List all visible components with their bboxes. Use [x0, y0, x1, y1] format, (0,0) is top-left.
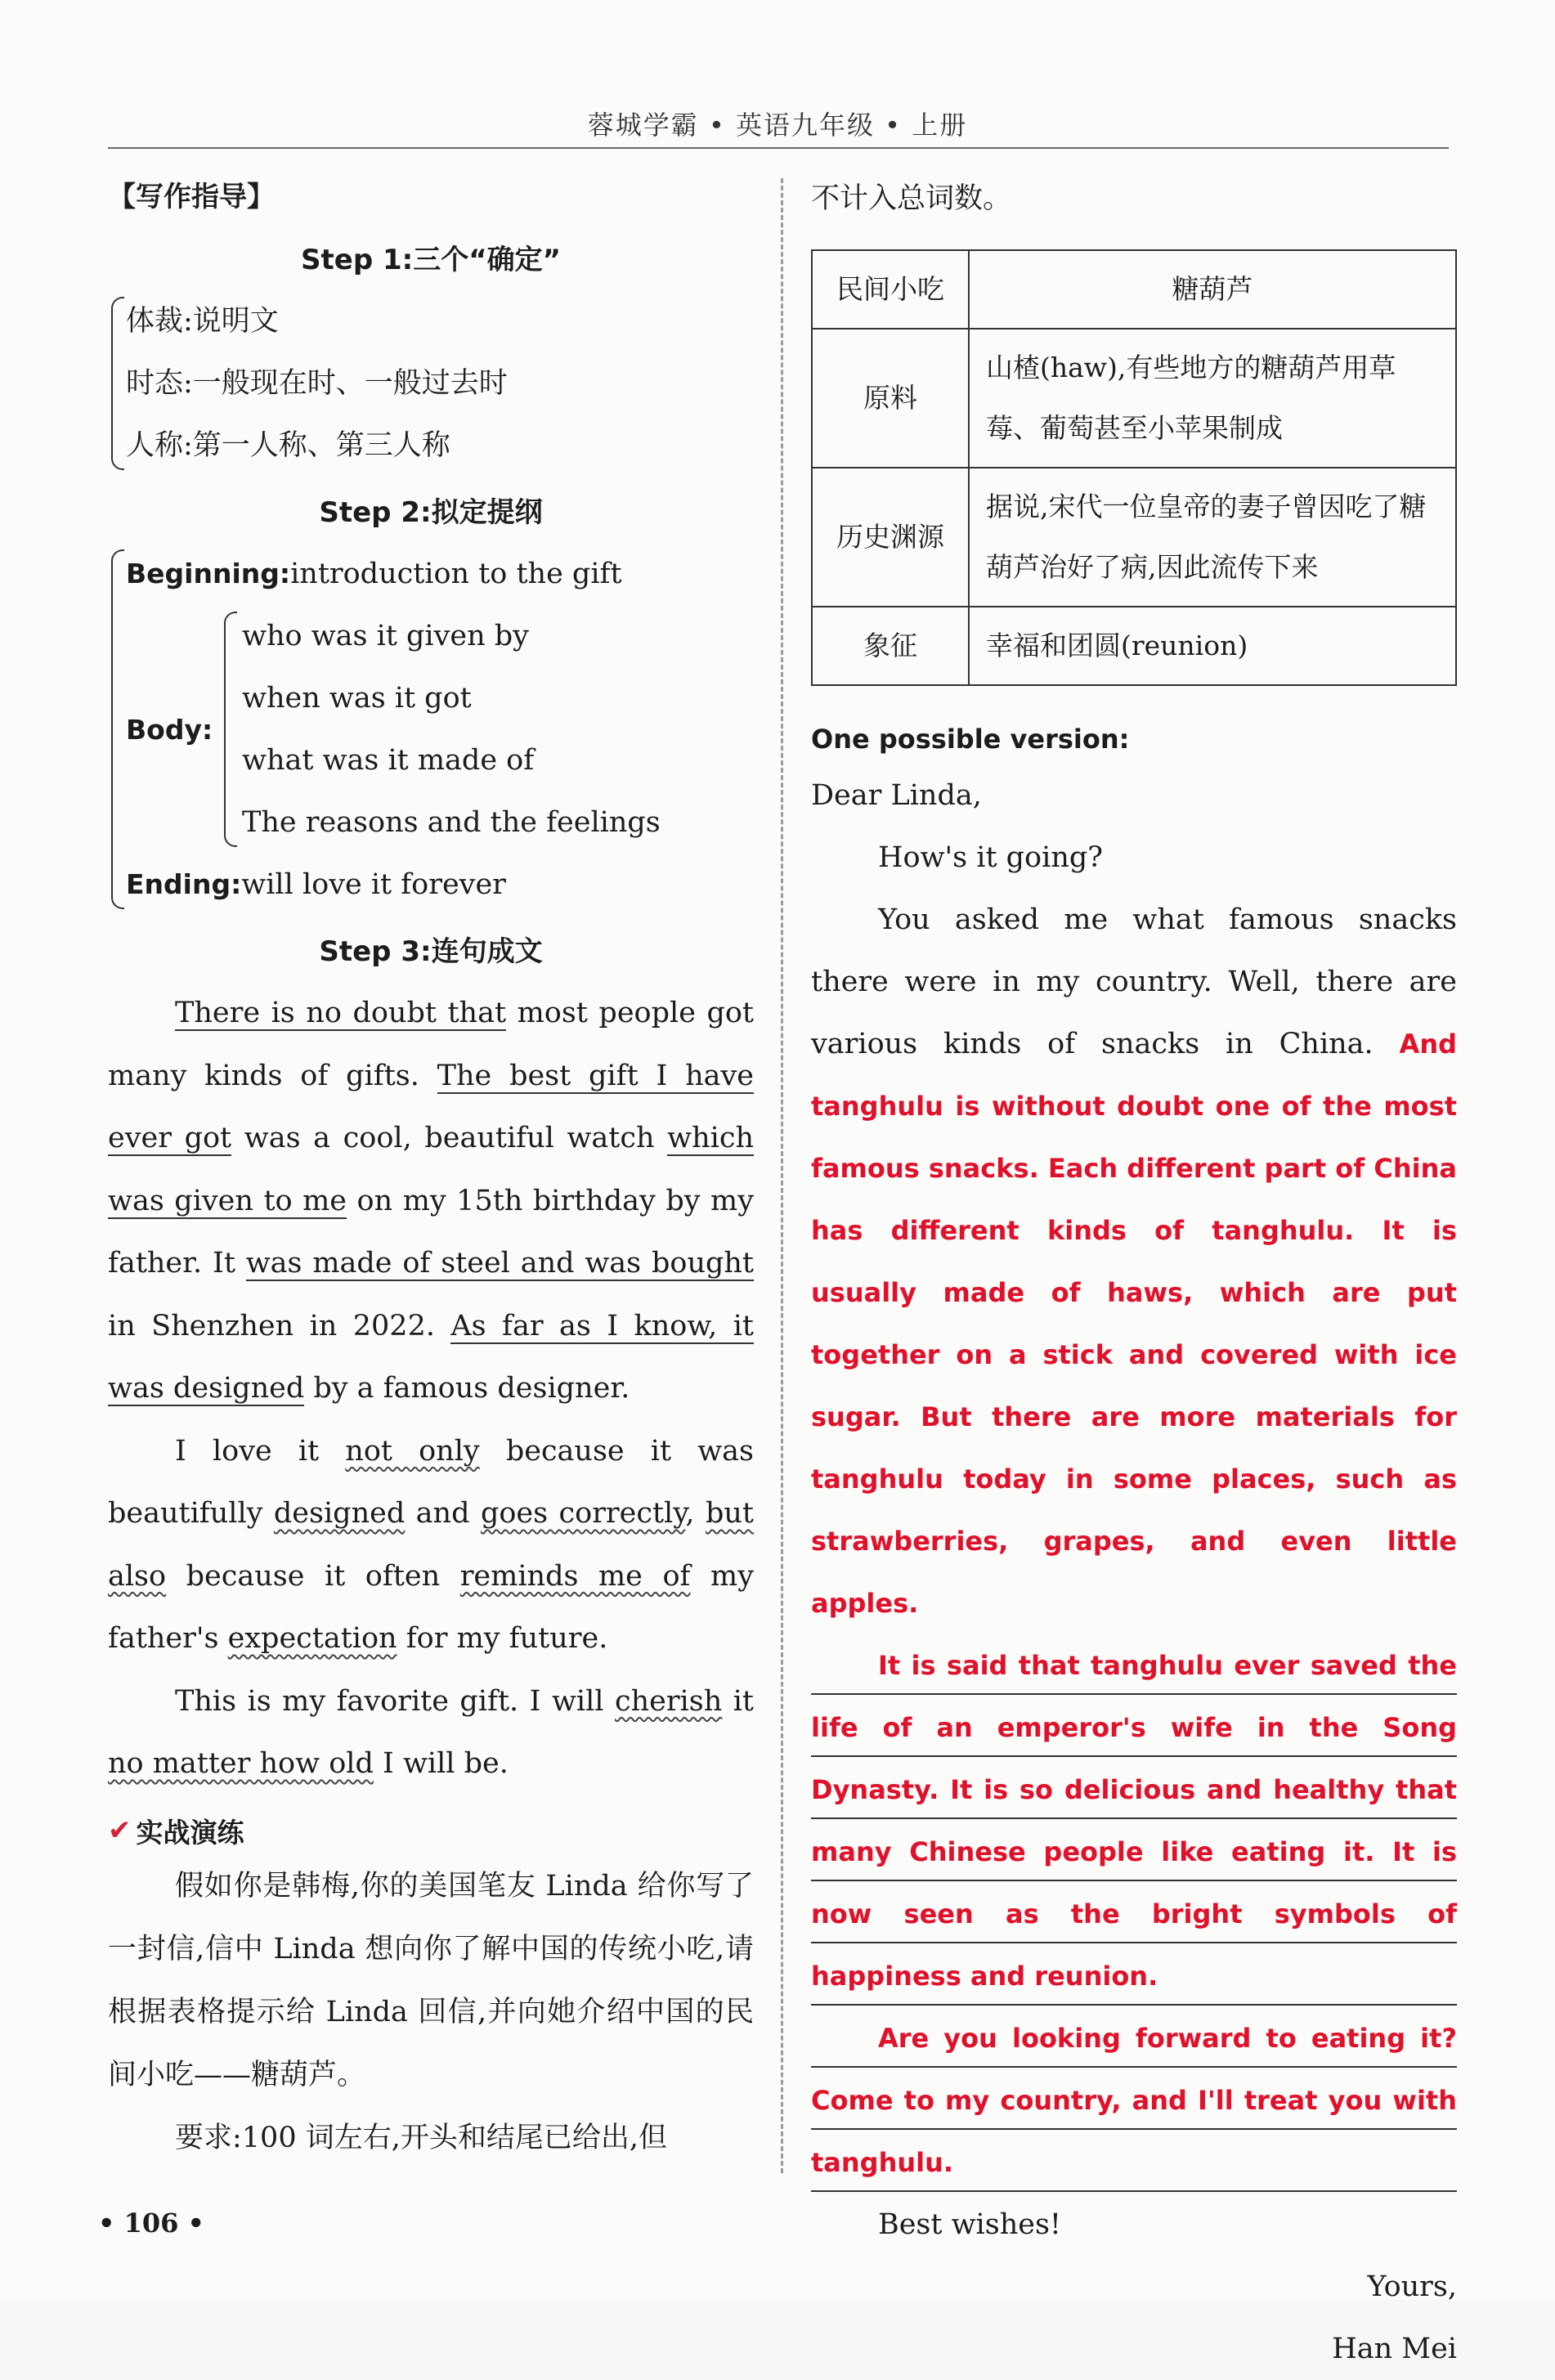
letter-closing: Best wishes!: [878, 2208, 1061, 2241]
step1-title: Step 1:三个“确定”: [301, 244, 561, 276]
text: and: [405, 1497, 481, 1530]
letter-signature: Han Mei: [1332, 2333, 1457, 2365]
text: in Shenzhen in 2022.: [108, 1309, 451, 1342]
beginning-text: introduction to the gift: [290, 558, 622, 590]
text: This is my favorite gift. I will: [175, 1684, 615, 1718]
phrase: goes correctly: [480, 1497, 686, 1530]
body-label: Body:: [126, 713, 213, 746]
column-divider: [781, 178, 783, 2173]
practice-requirements: 要求:100 词左右,开头和结尾已给出,但: [175, 2121, 667, 2154]
text: it: [722, 1684, 754, 1718]
phrase: As far as I know, it was designed: [108, 1309, 754, 1405]
phrase: but also: [108, 1497, 754, 1593]
step1-item: 体裁:说明文: [126, 305, 279, 338]
practice-title: [108, 1812, 754, 1850]
table-row: [812, 329, 1456, 468]
letter-body-3: Are you looking forward to eating it? Come to my country, and I'll treat you with tanghulu.: [811, 2007, 1457, 2194]
letter-body-1: [811, 889, 1457, 1634]
phrase: cherish: [614, 1684, 723, 1718]
table-row: [812, 250, 1456, 329]
left-column: [108, 168, 754, 2170]
page-number: • 106 •: [98, 2207, 204, 2239]
ending-text: will love it forever: [241, 868, 506, 901]
table-key: 民间小吃: [812, 250, 969, 329]
model-paragraph-3: [108, 1670, 754, 1795]
text: I will be.: [373, 1747, 509, 1780]
brace-shape: [224, 612, 237, 847]
table-row: [812, 607, 1456, 685]
table-value: 据说,宋代一位皇帝的妻子曾因吃了糖葫芦治好了病,因此流传下来: [969, 468, 1456, 607]
phrase: There is no doubt that: [175, 997, 507, 1029]
letter-text: You asked me what famous snacks there were in my country. Well, there are various kinds of snacks in China.: [811, 903, 1457, 1060]
letter-body-2: It is said that tanghulu ever saved the life of an emperor's wife in the Song Dynasty. It is so delicious and healthy that many Chinese people like eating it. It is now seen as the bright symbols of happiness and reunion.: [811, 1634, 1457, 2007]
letter-opening: How's it going?: [878, 841, 1104, 874]
text: was a cool, beautiful watch: [231, 1122, 668, 1154]
phrase: reminds me of: [459, 1559, 691, 1593]
header-divider: [108, 147, 1449, 149]
check-icon: ✔: [108, 1814, 132, 1847]
table-key: 象征: [812, 607, 969, 685]
body-item: what was it made of: [242, 744, 535, 777]
page-header-title: 蓉城学霸 • 英语九年级 • 上册: [587, 110, 968, 141]
model-paragraph-2: [108, 1420, 754, 1670]
outline-ending: [126, 854, 754, 916]
practice-title-text: 实战演练: [136, 1816, 244, 1849]
section-title: 【写作指导】: [108, 181, 275, 213]
body-items: [224, 605, 661, 854]
outline: [108, 543, 754, 916]
phrase: The best gift I have ever got: [108, 1059, 754, 1154]
text: my father's: [108, 1559, 754, 1655]
text: ,: [685, 1497, 706, 1530]
phrase: designed: [273, 1497, 406, 1530]
text: on my 15th birthday by my father. It: [108, 1184, 755, 1280]
step1-list: [108, 290, 754, 477]
text: I love it: [175, 1434, 346, 1468]
text: for my future.: [397, 1622, 608, 1655]
step1-item: 时态:一般现在时、一般过去时: [126, 367, 508, 400]
right-column: [811, 168, 1457, 2380]
ending-label: Ending:: [126, 868, 242, 900]
outline-beginning: [126, 543, 754, 605]
text: by a famous designer.: [304, 1372, 630, 1405]
body-item: The reasons and the feelings: [242, 806, 661, 839]
letter-yours: Yours,: [1367, 2270, 1457, 2303]
model-paragraph-1: [108, 982, 754, 1420]
step1-item: 人称:第一人称、第三人称: [126, 429, 450, 462]
phrase: no matter how old: [108, 1747, 374, 1780]
phrase: was made of steel and was bought: [245, 1247, 754, 1280]
brace-shape: [111, 549, 124, 909]
table-row: [812, 468, 1456, 607]
table-value: 糖葫芦: [969, 250, 1456, 329]
text: because it often: [166, 1559, 460, 1593]
outline-body: [126, 605, 754, 854]
table-value: 山楂(haw),有些地方的糖葫芦用草莓、葡萄甚至小苹果制成: [969, 329, 1456, 468]
answer-text: And tanghulu is without doubt one of the most famous snacks. Each different part of China has different kinds of tanghulu. It is usually made of haws, which are put together on a stick and covered with ice sugar. But there are more materials for tanghulu today in some places, such as strawberries, grapes, and even little apples.: [811, 1029, 1457, 1619]
brace-shape: [111, 297, 124, 470]
body-item: when was it got: [242, 682, 472, 715]
step2-title: Step 2:拟定提纲: [319, 496, 543, 529]
table-key: 历史渊源: [812, 468, 969, 607]
text: because it was beautifully: [108, 1434, 754, 1530]
phrase: not only: [345, 1434, 480, 1468]
practice-prompt: 假如你是韩梅,你的美国笔友 Linda 给你写了一封信,信中 Linda 想向你了解中国的传统小吃,请根据表格提示给 Linda 回信,并向她介绍中国的民间小吃——糖葫芦。: [108, 1869, 754, 2091]
phrase: which was given to me: [108, 1122, 754, 1217]
requirements-continued: 不计入总词数。: [811, 182, 1012, 215]
text: most people got many kinds of gifts.: [108, 997, 754, 1092]
phrase: expectation: [227, 1622, 397, 1655]
snack-info-table: [811, 249, 1457, 686]
version-title: One possible version:: [811, 724, 1130, 755]
beginning-label: Beginning:: [126, 558, 291, 589]
table-value: 幸福和团圆(reunion): [969, 607, 1456, 685]
table-key: 原料: [812, 329, 969, 468]
step3-title: Step 3:连句成文: [319, 935, 543, 968]
body-item: who was it given by: [242, 620, 529, 652]
letter-greeting: Dear Linda,: [811, 779, 982, 812]
